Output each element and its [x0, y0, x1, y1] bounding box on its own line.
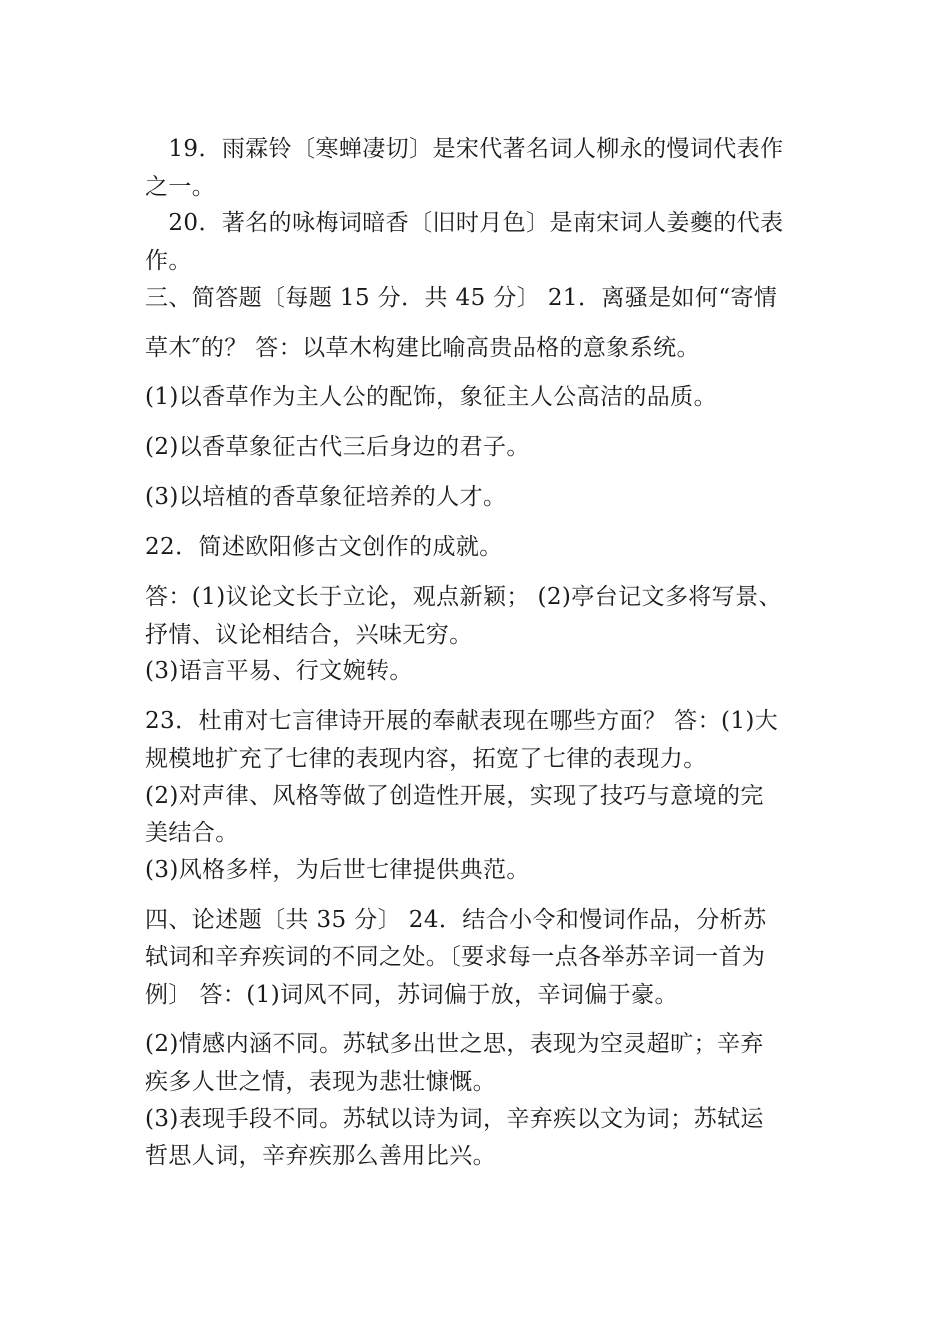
text-line: 草木″的？ 答：以草木构建比喻高贵品格的意象系统。 [145, 335, 700, 361]
text-line: 22．简述欧阳修古文创作的成就。 [145, 534, 503, 560]
text-line: 作。 [145, 248, 192, 274]
text-line: (2)对声律、风格等做了创造性开展，实现了技巧与意境的完 [145, 783, 764, 809]
text-line: 之一。 [145, 174, 216, 200]
text-line: 规模地扩充了七律的表现内容，拓宽了七律的表现力。 [145, 746, 707, 772]
text-line: (2)以香草象征古代三后身边的君子。 [145, 434, 530, 460]
text-line: (3)表现手段不同。苏轼以诗为词，辛弃疾以文为词；苏轼运 [145, 1106, 764, 1132]
text-line: (3)风格多样，为后世七律提供典范。 [145, 857, 530, 883]
text-line: (3)语言平易、行文婉转。 [145, 658, 413, 684]
text-line: 四、论述题〔共 35 分〕 24．结合小令和慢词作品，分析苏 [145, 907, 767, 933]
text-line: (1)以香草作为主人公的配饰，象征主人公高洁的品质。 [145, 384, 717, 410]
text-line: 疾多人世之情，表现为悲壮慷慨。 [145, 1069, 496, 1095]
text-line: 轼词和辛弃疾词的不同之处。〔要求每一点各举苏辛词一首为 [145, 944, 766, 970]
text-line: 23．杜甫对七言律诗开展的奉献表现在哪些方面？ 答：(1)大 [145, 708, 779, 734]
text-line: 美结合。 [145, 820, 239, 846]
text-line: 抒情、议论相结合，兴味无穷。 [145, 622, 473, 648]
text-line: 三、简答题〔每题 15 分．共 45 分〕 21．离骚是如何“寄情 [145, 285, 778, 311]
text-line: 哲思人词，辛弃疾那么善用比兴。 [145, 1143, 496, 1169]
text-line: 19．雨霖铃〔寒蝉凄切〕是宋代著名词人柳永的慢词代表作 [145, 136, 784, 162]
text-line: (2)情感内涵不同。苏轼多出世之思，表现为空灵超旷；辛弃 [145, 1031, 764, 1057]
text-line: 答：(1)议论文长于立论，观点新颖； (2)亭台记文多将写景、 [145, 584, 782, 610]
text-line: 20．著名的咏梅词暗香〔旧时月色〕是南宋词人姜夔的代表 [145, 210, 784, 236]
text-line: (3)以培植的香草象征培养的人才。 [145, 484, 507, 510]
text-line: 例〕 答：(1)词风不同，苏词偏于放，辛词偏于豪。 [145, 982, 678, 1008]
